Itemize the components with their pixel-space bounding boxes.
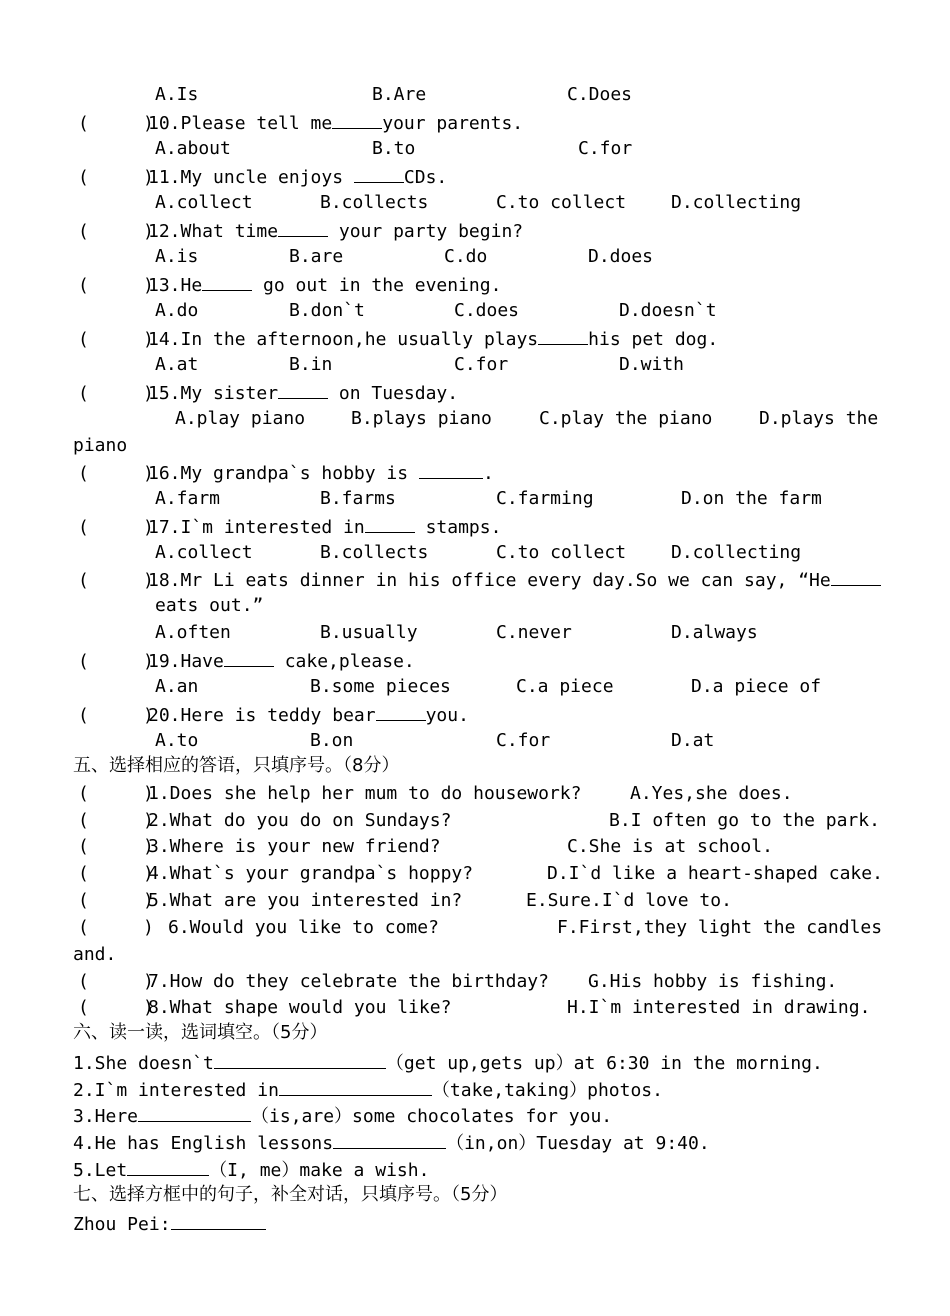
- s5-answer-h: H.I`m interested in drawing.: [567, 997, 871, 1018]
- q17-option-b: B.collects: [320, 542, 429, 563]
- answer-paren[interactable]: ( ): [78, 917, 154, 938]
- answer-paren[interactable]: ( ): [78, 783, 154, 804]
- s5-question-1: ( )1.Does she help her mum to do housework?: [78, 783, 582, 804]
- answer-paren[interactable]: ( ): [78, 275, 154, 296]
- section-6-title: 六、读一读，选词填空。（5分）: [73, 1022, 328, 1043]
- question-18: ( )18.Mr Li eats dinner in his office every day.So we can say, “He: [78, 568, 881, 590]
- answer-paren[interactable]: ( ): [78, 705, 154, 726]
- q20-option-b: B.on: [310, 730, 354, 751]
- q20-option-a: A.to: [155, 730, 199, 751]
- question-17: ( )17.I`m interested in stamps.: [78, 517, 502, 538]
- blank[interactable]: [365, 515, 415, 533]
- q12-option-a: A.is: [155, 246, 199, 267]
- q18-option-a: A.often: [155, 622, 231, 643]
- q9-option-c: C.Does: [567, 84, 633, 105]
- s6-item-1: 1.She doesn`t （get up,gets up）at 6:30 in the morning.: [73, 1053, 823, 1074]
- q17-option-d: D.collecting: [671, 542, 802, 563]
- q11-option-d: D.collecting: [671, 192, 802, 213]
- q19-option-b: B.some pieces: [310, 676, 451, 697]
- blank[interactable]: [171, 1212, 266, 1230]
- q16-option-a: A.farm: [155, 488, 221, 509]
- q9-option-b: B.Are: [372, 84, 427, 105]
- blank[interactable]: [419, 461, 483, 479]
- q14-option-a: A.at: [155, 354, 199, 375]
- q19-option-a: A.an: [155, 676, 199, 697]
- question-19: ( )19.Have cake,please.: [78, 651, 415, 672]
- blank[interactable]: [831, 568, 881, 586]
- question-11: ( )11.My uncle enjoys CDs.: [78, 167, 448, 188]
- answer-paren[interactable]: ( ): [78, 863, 154, 884]
- s5-question-7: ( )7.How do they celebrate the birthday?: [78, 971, 549, 992]
- s5-question-4: ( )4.What`s your grandpa`s hoppy?: [78, 863, 474, 884]
- q18-option-d: D.always: [671, 622, 758, 643]
- s7-dialog-line: Zhou Pei:: [73, 1212, 266, 1234]
- s5-answer-f: F.First,they light the candles: [557, 917, 883, 938]
- q13-option-a: A.do: [155, 300, 199, 321]
- s6-item-2: 2.I`m interested in （take,taking）photos.: [73, 1080, 663, 1101]
- q14-option-d: D.with: [619, 354, 685, 375]
- s5-question-6: ( ) 6.Would you like to come?: [78, 917, 439, 938]
- blank[interactable]: [202, 273, 252, 291]
- q20-option-d: D.at: [671, 730, 715, 751]
- question-15: ( )15.My sister on Tuesday.: [78, 383, 459, 404]
- q9-option-a: A.Is: [155, 84, 199, 105]
- q16-option-c: C.farming: [496, 488, 594, 509]
- q13-option-d: D.doesn`t: [619, 300, 717, 321]
- answer-paren[interactable]: ( ): [78, 463, 154, 484]
- answer-paren[interactable]: ( ): [78, 167, 154, 188]
- blank[interactable]: [333, 1131, 446, 1149]
- s5-question-5: ( )5.What are you interested in?: [78, 890, 463, 911]
- s5-question-3: ( )3.Where is your new friend?: [78, 836, 441, 857]
- blank[interactable]: [224, 649, 274, 667]
- blank[interactable]: [538, 327, 588, 345]
- question-16: ( )16.My grandpa`s hobby is .: [78, 463, 494, 484]
- s5-answer-e: E.Sure.I`d love to.: [526, 890, 732, 911]
- answer-paren[interactable]: ( ): [78, 113, 154, 134]
- section-5-title: 五、选择相应的答语，只填序号。（8分）: [73, 755, 400, 776]
- blank[interactable]: [354, 165, 404, 183]
- q15-option-d: D.plays the: [759, 408, 879, 429]
- q16-option-b: B.farms: [320, 488, 396, 509]
- q10-option-b: B.to: [372, 138, 416, 159]
- question-20: ( )20.Here is teddy bear you.: [78, 705, 469, 726]
- q11-option-b: B.collects: [320, 192, 429, 213]
- q10-option-a: A.about: [155, 138, 231, 159]
- question-12: ( )12.What time your party begin?: [78, 221, 524, 242]
- s5-answer-f-wrap: and.: [73, 944, 117, 965]
- blank[interactable]: [127, 1158, 209, 1176]
- blank[interactable]: [332, 111, 382, 129]
- q19-option-d: D.a piece of: [691, 676, 822, 697]
- question-10: ( )10.Please tell me your parents.: [78, 113, 524, 134]
- q18-option-b: B.usually: [320, 622, 418, 643]
- s5-answer-a: A.Yes,she does.: [630, 783, 793, 804]
- section-7-title: 七、选择方框中的句子，补全对话，只填序号。（5分）: [73, 1184, 508, 1205]
- answer-paren[interactable]: ( ): [78, 971, 154, 992]
- q18-option-c: C.never: [496, 622, 572, 643]
- q20-option-c: C.for: [496, 730, 551, 751]
- blank[interactable]: [278, 219, 328, 237]
- s5-answer-g: G.His hobby is fishing.: [588, 971, 838, 992]
- q15-option-c: C.play the piano: [539, 408, 713, 429]
- q10-option-c: C.for: [578, 138, 633, 159]
- question-13: ( )13.He go out in the evening.: [78, 275, 502, 296]
- blank[interactable]: [376, 703, 426, 721]
- q13-option-b: B.don`t: [289, 300, 365, 321]
- answer-paren[interactable]: ( ): [78, 221, 154, 242]
- blank[interactable]: [279, 1078, 432, 1096]
- answer-paren[interactable]: ( ): [78, 890, 154, 911]
- s5-question-2: ( )2.What do you do on Sundays?: [78, 810, 452, 831]
- answer-paren[interactable]: ( ): [78, 810, 154, 831]
- q13-option-c: C.does: [454, 300, 520, 321]
- q16-option-d: D.on the farm: [681, 488, 822, 509]
- answer-paren[interactable]: ( ): [78, 383, 154, 404]
- s6-item-4: 4.He has English lessons （in,on）Tuesday at 9:40.: [73, 1133, 710, 1154]
- q19-option-c: C.a piece: [516, 676, 614, 697]
- answer-paren[interactable]: ( ): [78, 329, 154, 350]
- s5-answer-d: D.I`d like a heart-shaped cake.: [547, 863, 883, 884]
- q14-option-c: C.for: [454, 354, 509, 375]
- q15-option-d-wrap: piano: [73, 435, 128, 456]
- q17-option-c: C.to collect: [496, 542, 627, 563]
- q15-option-b: B.plays piano: [351, 408, 492, 429]
- question-18-wrap: eats out.”: [155, 595, 264, 616]
- q11-option-a: A.collect: [155, 192, 253, 213]
- s5-answer-c: C.She is at school.: [567, 836, 773, 857]
- s6-item-3: 3.Here （is,are）some chocolates for you.: [73, 1106, 613, 1127]
- blank[interactable]: [278, 381, 328, 399]
- answer-paren[interactable]: ( ): [78, 570, 154, 591]
- blank[interactable]: [214, 1051, 386, 1069]
- answer-paren[interactable]: ( ): [78, 836, 154, 857]
- answer-paren[interactable]: ( ): [78, 651, 154, 672]
- q11-option-c: C.to collect: [496, 192, 627, 213]
- question-14: ( )14.In the afternoon,he usually plays his pet dog.: [78, 329, 719, 350]
- answer-paren[interactable]: ( ): [78, 997, 154, 1018]
- q17-option-a: A.collect: [155, 542, 253, 563]
- q12-option-d: D.does: [588, 246, 654, 267]
- q15-option-a: A.play piano: [175, 408, 306, 429]
- q14-option-b: B.in: [289, 354, 333, 375]
- q12-option-b: B.are: [289, 246, 344, 267]
- s5-answer-b: B.I often go to the park.: [609, 810, 880, 831]
- answer-paren[interactable]: ( ): [78, 517, 154, 538]
- s6-item-5: 5.Let （I, me）make a wish.: [73, 1160, 430, 1181]
- q12-option-c: C.do: [444, 246, 488, 267]
- blank[interactable]: [138, 1104, 251, 1122]
- s5-question-8: ( )8.What shape would you like?: [78, 997, 452, 1018]
